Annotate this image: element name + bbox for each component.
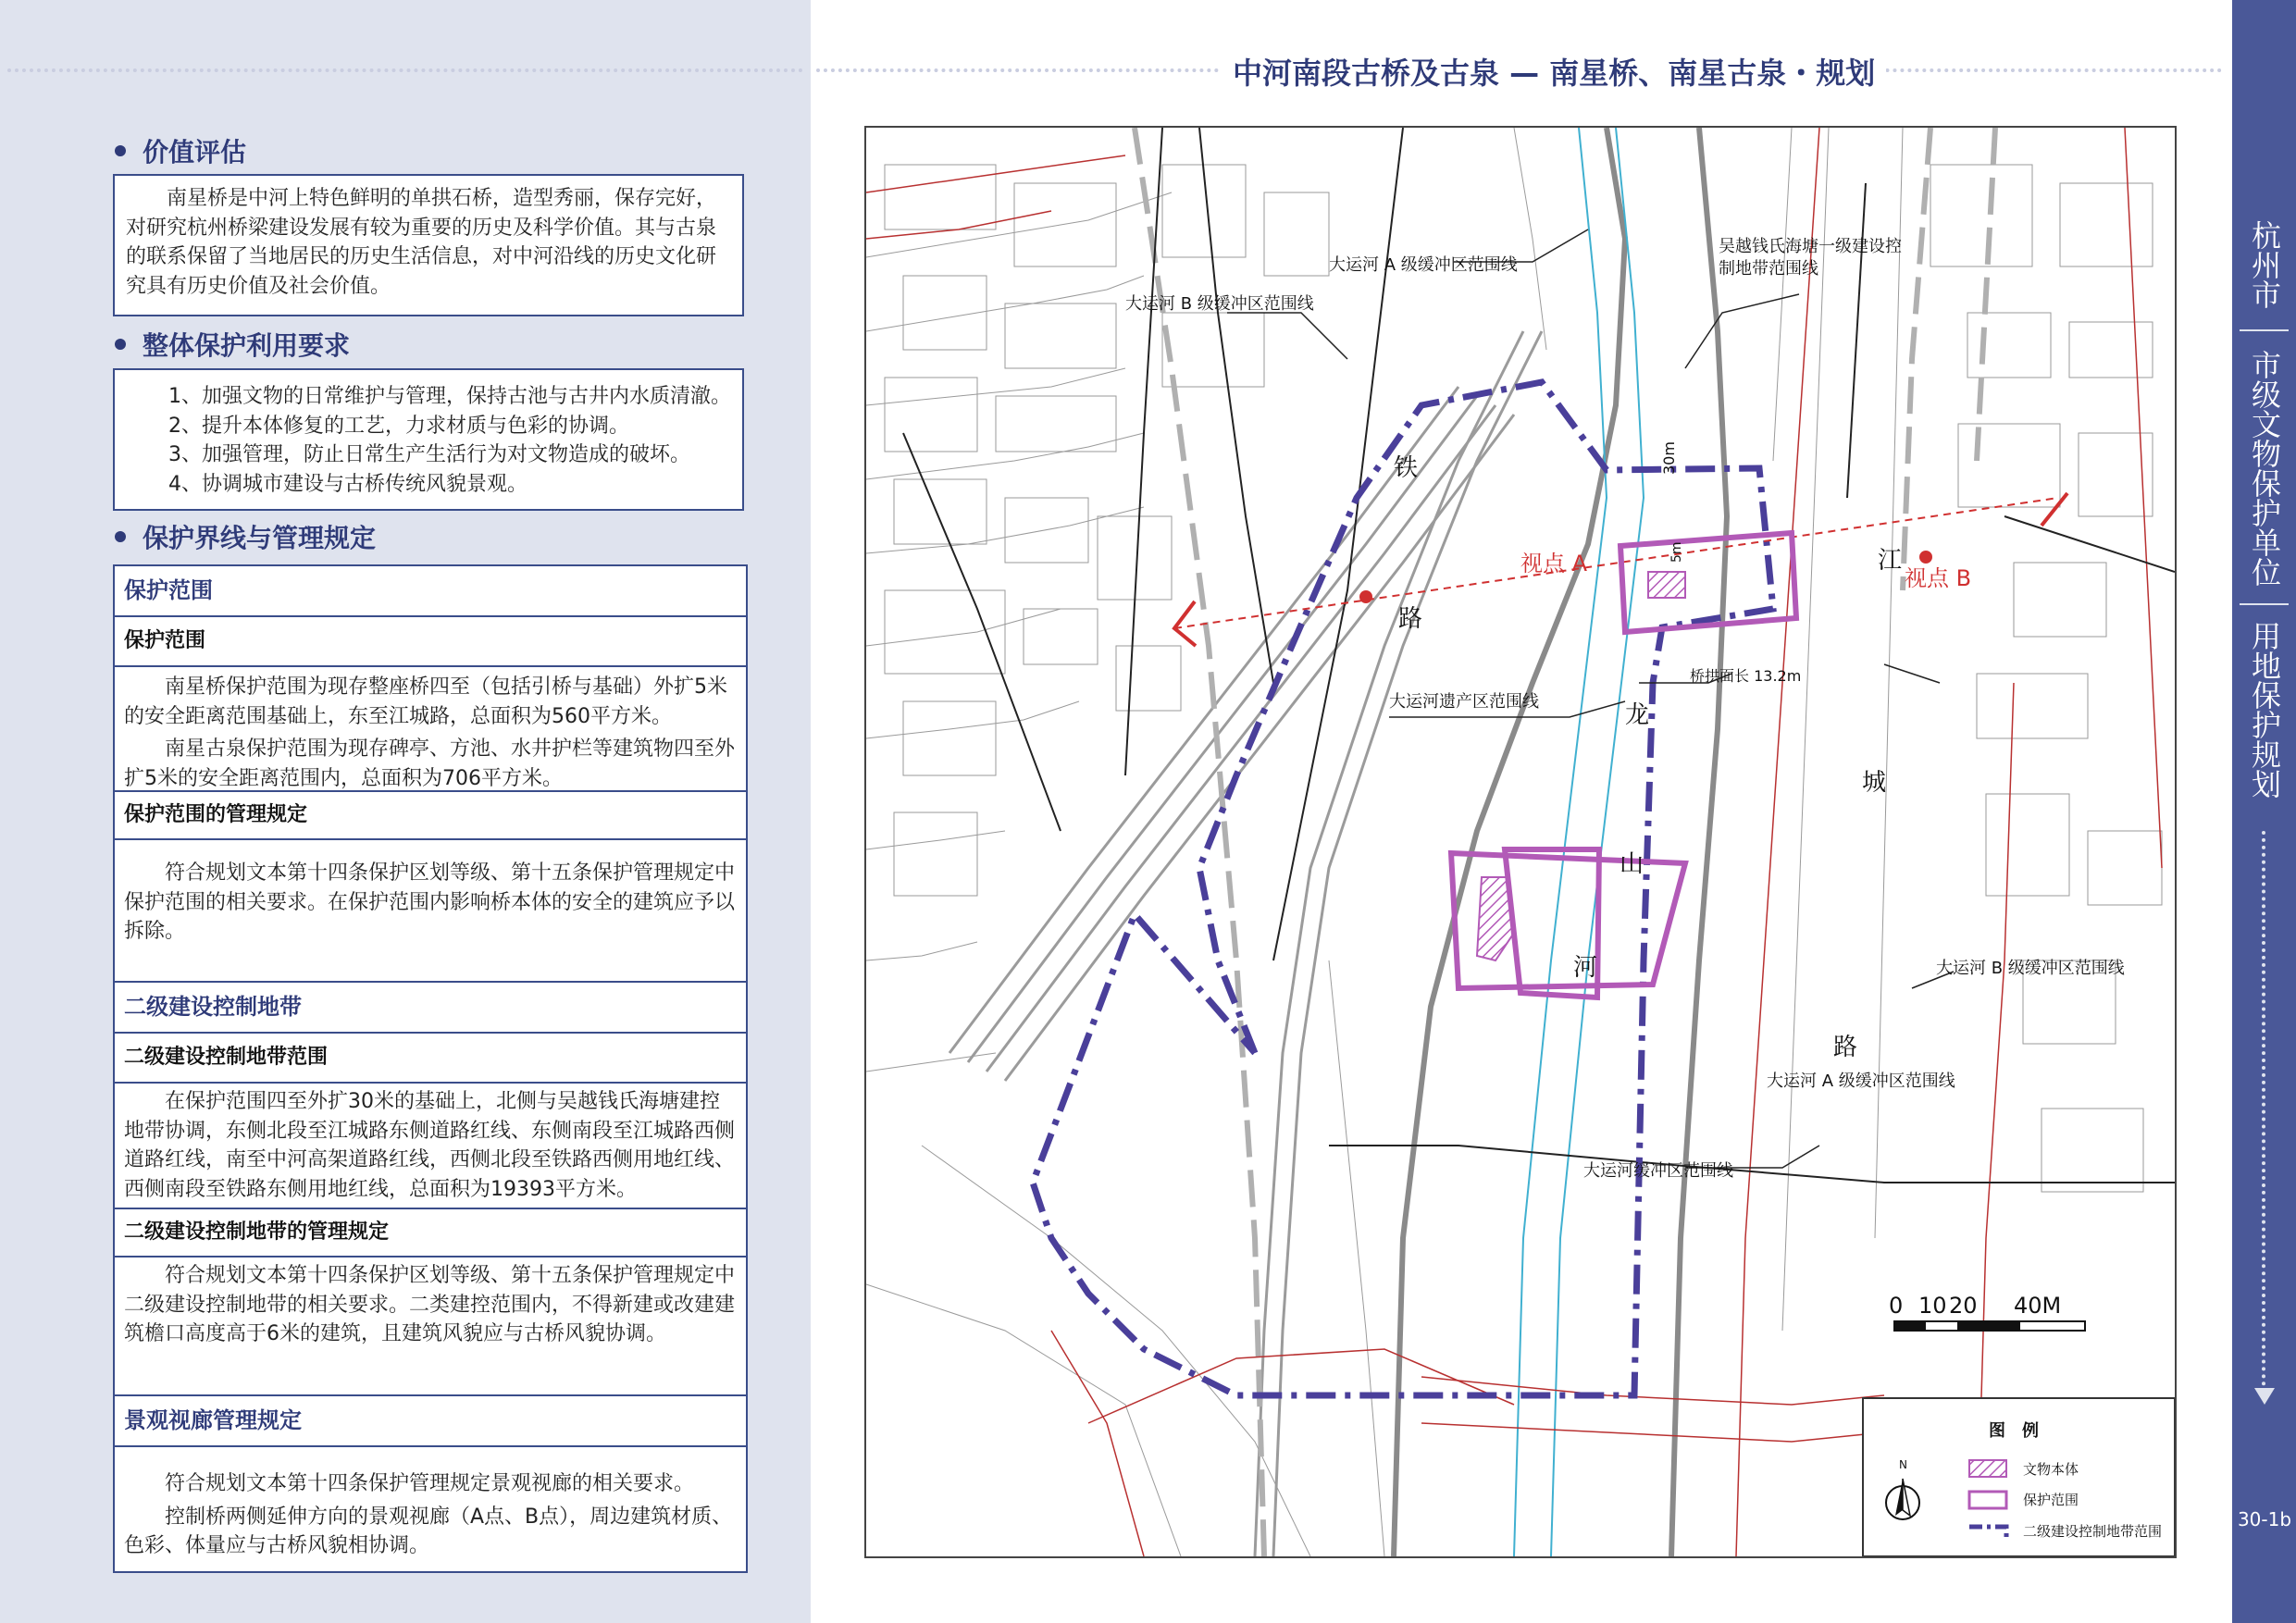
control-rule-text: 符合规划文本第十四条保护区划等级、第十五条保护管理规定中二级建设控制地带的相关要求。二类建控范围内，不得新建或改建建筑檐口高度高于6米的建筑，且建筑风貌应与古桥风貌协调。 <box>124 1264 736 1345</box>
legend <box>1863 1398 2175 1556</box>
side-bar-divider <box>2240 603 2289 605</box>
base-map-lines <box>866 128 2162 1556</box>
page-number: 30-1b <box>2237 1508 2292 1530</box>
view-text-1: 符合规划文本第十四条保护管理规定景观视廊的相关要求。 <box>165 1472 695 1495</box>
overall-box <box>113 368 744 511</box>
overall-item: 1、加强文物的日常维护与管理，保持古池与古井内水质清澈。 <box>168 385 731 408</box>
view-b-label: 视点 B <box>1905 565 1972 591</box>
label-30m: 30m <box>1660 441 1678 475</box>
side-bar-section: 用地保护规划 <box>2247 621 2282 799</box>
label-canal-a-right: 大运河 A 级缓冲区范围线 <box>1767 1072 1955 1091</box>
legend-item: 二级建设控制地带范围 <box>2023 1523 2163 1540</box>
row-control-sub <box>115 1034 746 1084</box>
row-control-rule-sub <box>115 1209 746 1258</box>
page-title: 中河南段古桥及古泉 — 南星桥、南星古泉・规划 <box>1222 50 1886 93</box>
road-char: 路 <box>1833 1034 1858 1061</box>
control-head: 二级建设控制地带 <box>124 994 302 1020</box>
label-heritage: 大运河遗产区范围线 <box>1389 692 1539 712</box>
row-protect-head <box>115 566 746 617</box>
road-char: 江 <box>1878 547 1903 575</box>
view-text-2: 控制桥两侧延伸方向的景观视廊（A点、B点），周边建筑材质、色彩、体量应与古桥风貌相协调。 <box>124 1505 733 1557</box>
canal <box>1514 128 1644 1556</box>
road-char: 路 <box>1398 605 1423 633</box>
control-rule-sub: 二级建设控制地带的管理规定 <box>124 1220 390 1244</box>
bullet-icon <box>115 339 126 350</box>
section-title-overall <box>115 326 350 363</box>
label-wuyue2: 制地带范围线 <box>1719 259 1818 279</box>
section-title-value-text: 价值评估 <box>143 137 247 167</box>
scale-tick: 0 <box>1889 1293 1904 1319</box>
legend-item: 文物本体 <box>2023 1461 2079 1478</box>
scale-tick: 20 <box>1949 1293 1978 1319</box>
section-title-value <box>115 132 246 169</box>
row-view-head <box>115 1396 746 1447</box>
row-protect-text <box>115 667 746 792</box>
label-arch: 桥拱面长 13.2m <box>1690 667 1802 685</box>
label-5m: 5m <box>1669 541 1684 563</box>
scale-bar <box>1889 1293 2085 1331</box>
row-control-rule-text <box>115 1258 746 1396</box>
road-char: 铁 <box>1394 454 1419 482</box>
control-sub: 二级建设控制地带范围 <box>124 1046 329 1069</box>
protect-rule-sub: 保护范围的管理规定 <box>124 803 308 826</box>
top-dotted-rule-left <box>7 68 803 72</box>
row-protect-rule-text <box>115 840 746 983</box>
protect-text-2: 南星古泉保护范围为现存碑亭、方池、水井护栏等建筑物四至外扩5米的安全距离范围内，总面积为706平方米。 <box>124 737 736 790</box>
bullet-icon <box>115 531 126 542</box>
label-canal-b-top: 大运河 B 级缓冲区范围线 <box>1125 294 1314 314</box>
side-bar-city: 杭州市 <box>2247 220 2282 309</box>
north-label: N <box>1899 1458 1907 1471</box>
legend-item: 保护范围 <box>2023 1492 2079 1508</box>
row-protect-sub <box>115 617 746 667</box>
map-frame <box>864 126 2177 1558</box>
road-char: 山 <box>1620 850 1644 878</box>
overall-item: 4、协调城市建设与古桥传统风貌景观。 <box>168 472 527 496</box>
road-char: 河 <box>1573 954 1598 982</box>
overall-item: 3、加强管理，防止日常生产生活行为对文物造成的破坏。 <box>168 443 690 466</box>
regulation-table <box>113 564 748 1573</box>
protect-sub: 保护范围 <box>124 629 206 652</box>
side-bar-category: 市级文物保护单位 <box>2247 350 2282 587</box>
bullet-icon <box>115 145 126 156</box>
legend-swatch-relic <box>1969 1460 2006 1477</box>
label-wuyue: 吴越钱氏海塘一级建设控 <box>1719 237 1902 256</box>
row-control-head <box>115 983 746 1034</box>
view-head: 景观视廊管理规定 <box>124 1407 302 1433</box>
label-canal-a-top: 大运河 A 级缓冲区范围线 <box>1329 255 1518 275</box>
row-protect-rule-sub <box>115 792 746 840</box>
map-canvas <box>866 128 2175 1556</box>
side-bar-divider <box>2240 329 2289 331</box>
protect-rule-text: 符合规划文本第十四条保护区划等级、第十五条保护管理规定中保护范围的相关要求。在保护范围内影响桥本体的安全的建筑应予以拆除。 <box>124 861 736 943</box>
protect-text-1: 南星桥保护范围为现存整座桥四至（包括引桥与基础）外扩5米的安全距离范围基础上，东至江城路，总面积为560平方米。 <box>124 675 727 728</box>
section-title-overall-text: 整体保护利用要求 <box>143 330 351 361</box>
protect-head: 保护范围 <box>124 577 213 603</box>
side-bar-dots <box>2262 831 2265 1386</box>
legend-title: 图 例 <box>1989 1421 2039 1441</box>
route-lines <box>1394 128 1727 1556</box>
overall-item: 2、提升本体修复的工艺，力求材质与色彩的协调。 <box>168 414 629 438</box>
scale-tick: 10 <box>1918 1293 1947 1319</box>
value-text: 南星桥是中河上特色鲜明的单拱石桥，造型秀丽，保存完好，对研究杭州桥梁建设发展有较为重要的历史及科学价值。其与古泉的联系保留了当地居民的历史生活信息，对中河沿线的历史文化研究具有历史价值及社会价值。 <box>126 187 717 298</box>
view-a-label: 视点 A <box>1520 551 1588 576</box>
label-canal-b-right: 大运河 B 级缓冲区范围线 <box>1936 959 2125 978</box>
chevron-down-icon <box>2254 1388 2275 1405</box>
road-char: 龙 <box>1625 701 1650 729</box>
control-text: 在保护范围四至外扩30米的基础上，北侧与吴越钱氏海塘建控地带协调，东侧北段至江城路东侧道路红线、东侧南段至江城路西侧道路红线，南至中河高架道路红线，西侧北段至铁路西侧用地红线、西侧南段至铁路东侧用地红线，总面积为19393平方米。 <box>124 1090 736 1201</box>
road-char: 城 <box>1862 769 1887 797</box>
section-title-boundary <box>115 518 376 555</box>
right-side-bar <box>2232 0 2296 1623</box>
section-title-boundary-text: 保护界线与管理规定 <box>143 523 377 553</box>
row-view-text <box>115 1447 746 1571</box>
label-buffer: 大运河缓冲区范围线 <box>1583 1161 1733 1181</box>
leader-lines <box>1227 229 1954 1168</box>
scale-tick: 40M <box>2014 1293 2062 1319</box>
value-box <box>113 174 744 316</box>
row-control-text <box>115 1084 746 1209</box>
